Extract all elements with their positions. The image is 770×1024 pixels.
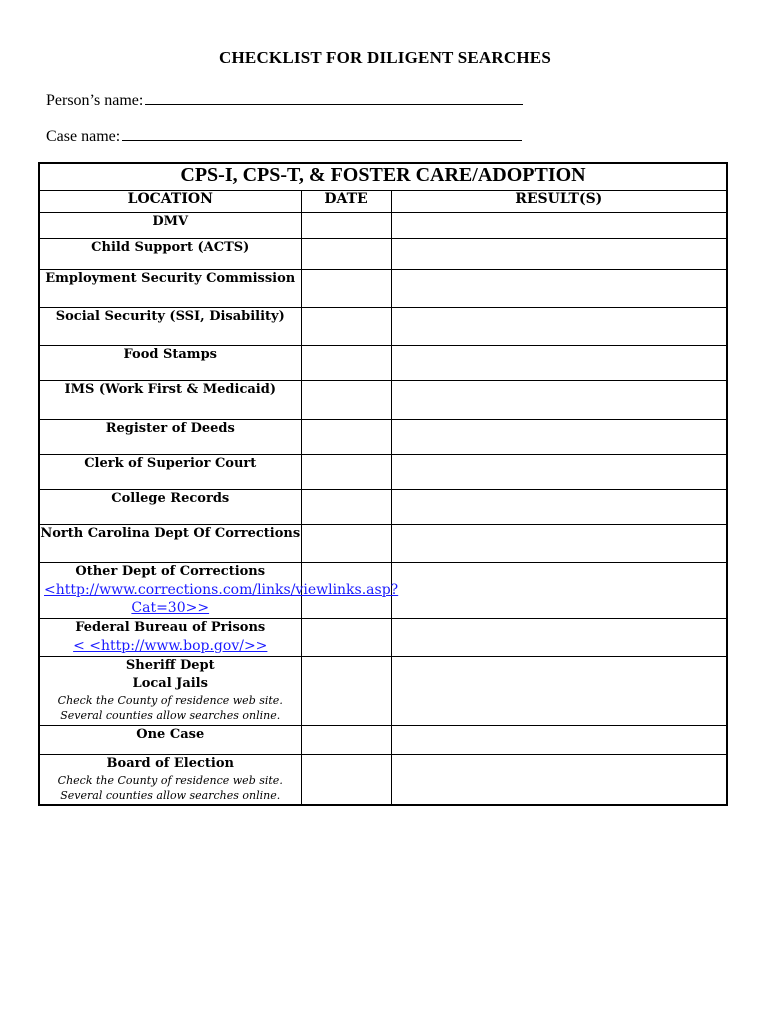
date-cell[interactable] [301,308,391,346]
table-row [39,270,727,308]
case-name-label: Case name: [46,128,121,145]
date-cell[interactable] [301,420,391,455]
location-cell [39,490,301,525]
location-cell [39,270,301,308]
results-cell[interactable] [391,563,727,619]
persons-name-label: Person’s name: [46,92,144,109]
location-cell [39,239,301,270]
location-label: Clerk of Superior Court [84,456,257,471]
table-row [39,239,727,270]
table-row [39,308,727,346]
location-label: College Records [111,491,230,506]
location-label: Sheriff Dept [125,658,215,673]
date-cell[interactable] [301,213,391,239]
column-header-location: LOCATION [39,191,301,213]
page-title: CHECKLIST FOR DILIGENT SEARCHES [219,48,551,67]
results-cell[interactable] [391,270,727,308]
location-cell [39,619,301,657]
table-banner: CPS-I, CPS-T, & FOSTER CARE/ADOPTION [39,163,727,191]
results-cell[interactable] [391,657,727,726]
results-cell[interactable] [391,239,727,270]
location-label: Federal Bureau of Prisons [75,620,266,635]
location-note: Several counties allow searches online. [60,789,281,802]
location-label: DMV [152,214,189,229]
table-row [39,755,727,805]
results-cell[interactable] [391,213,727,239]
location-cell [39,525,301,563]
date-cell[interactable] [301,726,391,755]
location-cell [39,420,301,455]
results-cell[interactable] [391,619,727,657]
results-cell[interactable] [391,346,727,381]
location-cell [39,657,301,726]
location-label: Register of Deeds [105,421,235,436]
table-row [39,213,727,239]
persons-name-field[interactable] [46,90,523,110]
results-cell[interactable] [391,420,727,455]
location-label: Employment Security Commission [45,271,296,286]
date-cell[interactable] [301,455,391,490]
results-cell[interactable] [391,455,727,490]
table-row [39,455,727,490]
persons-name-blank[interactable] [145,90,523,105]
location-label: Child Support (ACTS) [91,240,250,255]
table-row [39,346,727,381]
location-label-secondary: Local Jails [132,676,208,691]
column-header-results: RESULT(S) [391,191,727,213]
table-row [39,490,727,525]
location-label: Food Stamps [123,347,217,362]
table-row [39,657,727,726]
table-row [39,381,727,420]
location-label: Other Dept of Corrections [75,564,266,579]
location-note: Several counties allow searches online. [60,709,281,722]
location-label: Social Security (SSI, Disability) [55,309,285,324]
location-cell [39,726,301,755]
results-cell[interactable] [391,381,727,420]
location-note: Check the County of residence web site. [57,774,283,787]
date-cell[interactable] [301,346,391,381]
date-cell[interactable] [301,270,391,308]
location-note: Check the County of residence web site. [57,694,283,707]
date-cell[interactable] [301,657,391,726]
date-cell[interactable] [301,381,391,420]
location-cell [39,755,301,805]
date-cell[interactable] [301,619,391,657]
location-label: Board of Election [106,756,234,771]
column-header-date: DATE [301,191,391,213]
date-cell[interactable] [301,239,391,270]
results-cell[interactable] [391,308,727,346]
case-name-blank[interactable] [122,126,522,141]
results-cell[interactable] [391,726,727,755]
location-label: North Carolina Dept Of Corrections [40,526,301,541]
location-cell [39,213,301,239]
table-row [39,563,727,619]
location-cell [39,346,301,381]
results-cell[interactable] [391,755,727,805]
diligent-search-table [38,162,728,806]
table-row [39,726,727,755]
date-cell[interactable] [301,490,391,525]
location-cell [39,563,399,619]
table-row [39,525,727,563]
table-row [39,619,727,657]
location-label: One Case [136,727,205,742]
results-cell[interactable] [391,525,727,563]
bop-link[interactable]: < <http://www.bop.gov/>> [73,638,268,654]
corrections-link[interactable]: <http://www.corrections.com/links/viewlinks.asp?Cat=30>> [44,582,399,616]
location-label: IMS (Work First & Medicaid) [64,382,276,397]
location-cell [39,455,301,490]
table-row [39,420,727,455]
case-name-field[interactable] [46,126,522,146]
results-cell[interactable] [391,490,727,525]
location-cell [39,381,301,420]
location-cell [39,308,301,346]
date-cell[interactable] [301,755,391,805]
date-cell[interactable] [301,525,391,563]
